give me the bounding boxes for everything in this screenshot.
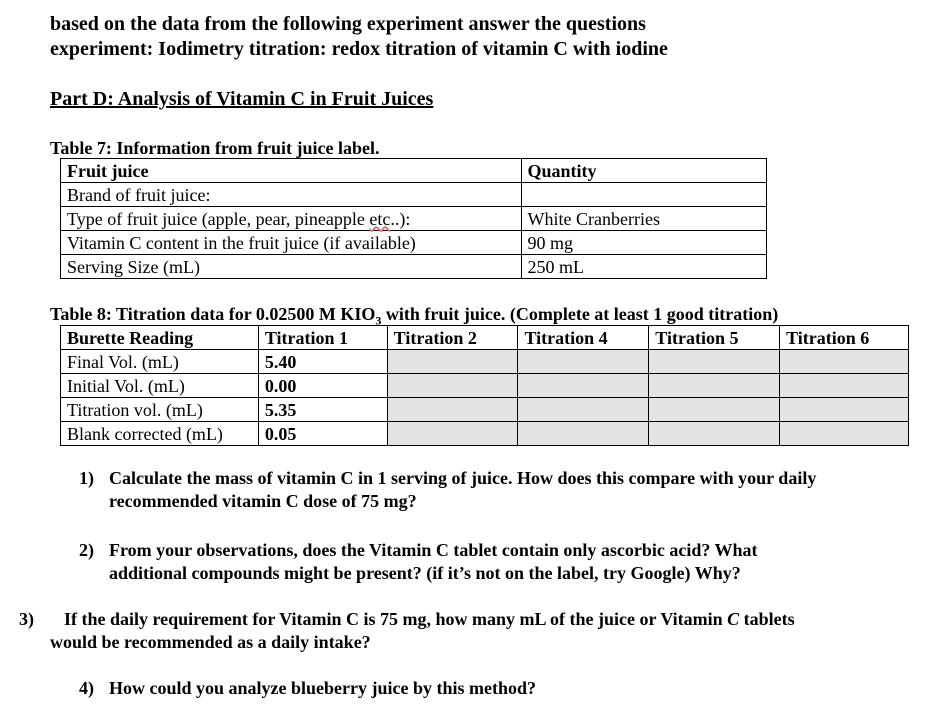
table-row xyxy=(61,207,767,231)
table7-row-value[interactable]: 250 mL xyxy=(521,255,767,279)
question-text: tablets xyxy=(739,609,795,629)
table7-header-fruit: Fruit juice xyxy=(61,159,522,183)
table8-header-titration-2: Titration 2 xyxy=(387,326,518,350)
header-line-1: based on the data from the following experiment answer the questions xyxy=(50,13,646,35)
question-number: 4) xyxy=(79,678,94,698)
table8-cell-t1[interactable]: 5.40 xyxy=(258,350,387,374)
table7-row-label: Brand of fruit juice: xyxy=(61,183,522,207)
question-4 xyxy=(79,677,536,700)
question-text: Calculate the mass of vitamin C in 1 serving of juice. How does this compare with your daily xyxy=(109,468,817,488)
table7-row-value[interactable]: 90 mg xyxy=(521,231,767,255)
question-3 xyxy=(19,608,795,654)
table7-row-label: Serving Size (mL) xyxy=(61,255,522,279)
table7-row-label xyxy=(61,207,522,231)
table8-cell-t1[interactable]: 5.35 xyxy=(258,398,387,422)
table8-cell-empty[interactable] xyxy=(780,398,909,422)
question-1 xyxy=(79,467,816,513)
spellcheck-word: etc xyxy=(369,208,391,229)
table8-cell-empty[interactable] xyxy=(518,398,649,422)
table8-row-label: Blank corrected (mL) xyxy=(61,422,259,446)
caption-subscript: 3 xyxy=(375,313,382,328)
table8-cell-empty[interactable] xyxy=(649,398,780,422)
question-text: additional compounds might be present? (if it’s not on the label, try Google) Why? xyxy=(109,563,741,583)
table8-row-label: Final Vol. (mL) xyxy=(61,350,259,374)
table8-cell-empty[interactable] xyxy=(387,374,518,398)
table8-header-titration-5: Titration 5 xyxy=(649,326,780,350)
table8-cell-empty[interactable] xyxy=(649,350,780,374)
table8-cell-empty[interactable] xyxy=(518,374,649,398)
question-text: If the daily requirement for Vitamin C is 75 mg, how many mL of the juice or Vitamin xyxy=(64,609,728,629)
table8-row-label: Titration vol. (mL) xyxy=(61,398,259,422)
table8-cell-empty[interactable] xyxy=(780,374,909,398)
table-row xyxy=(61,398,909,422)
question-text: How could you analyze blueberry juice by this method? xyxy=(109,678,537,698)
table8-header-burette: Burette Reading xyxy=(61,326,259,350)
table-row xyxy=(61,350,909,374)
table7-header-quantity: Quantity xyxy=(521,159,767,183)
table8-header-titration-1: Titration 1 xyxy=(258,326,387,350)
table7-caption: Table 7: Information from fruit juice label. xyxy=(50,138,380,158)
table8 xyxy=(60,325,909,446)
question-number: 3) xyxy=(19,609,34,629)
table7 xyxy=(60,158,767,279)
table-row xyxy=(61,374,909,398)
table-row xyxy=(61,231,767,255)
table8-cell-empty[interactable] xyxy=(518,422,649,446)
table8-cell-empty[interactable] xyxy=(518,350,649,374)
part-title: Part D: Analysis of Vitamin C in Fruit Juices xyxy=(50,88,434,110)
question-text: From your observations, does the Vitamin C tablet contain only ascorbic acid? What xyxy=(109,540,758,560)
caption-text: with fruit juice. (Complete at least 1 good titration) xyxy=(381,304,779,324)
table7-row-label: Vitamin C content in the fruit juice (if available) xyxy=(61,231,522,255)
label-text: Type of fruit juice (apple, pear, pineapple xyxy=(67,208,370,229)
question-number: 2) xyxy=(79,540,94,560)
table8-cell-empty[interactable] xyxy=(780,422,909,446)
table7-row-value[interactable] xyxy=(521,183,767,207)
question-text: would be recommended as a daily intake? xyxy=(50,632,371,652)
table-row xyxy=(61,159,767,183)
table-row xyxy=(61,326,909,350)
table-row xyxy=(61,183,767,207)
label-text: ..): xyxy=(390,208,411,229)
header-line-2: experiment: Iodimetry titration: redox titration of vitamin C with iodine xyxy=(50,38,668,60)
table-row xyxy=(61,422,909,446)
table8-cell-empty[interactable] xyxy=(387,398,518,422)
table8-header-titration-6: Titration 6 xyxy=(780,326,909,350)
table8-cell-empty[interactable] xyxy=(387,422,518,446)
table8-cell-t1[interactable]: 0.05 xyxy=(258,422,387,446)
table7-row-value[interactable]: White Cranberries xyxy=(521,207,767,231)
table8-cell-empty[interactable] xyxy=(387,350,518,374)
question-text-italic: C xyxy=(727,609,740,629)
table8-header-titration-4: Titration 4 xyxy=(518,326,649,350)
table-row xyxy=(61,255,767,279)
document-header xyxy=(50,12,668,62)
question-number: 1) xyxy=(79,468,94,488)
table8-cell-t1[interactable]: 0.00 xyxy=(258,374,387,398)
table8-cell-empty[interactable] xyxy=(649,422,780,446)
question-text: recommended vitamin C dose of 75 mg? xyxy=(109,491,417,511)
caption-text: Table 8: Titration data for 0.02500 M KIO xyxy=(50,304,376,324)
table8-cell-empty[interactable] xyxy=(780,350,909,374)
table8-cell-empty[interactable] xyxy=(649,374,780,398)
question-2 xyxy=(79,539,758,585)
table8-row-label: Initial Vol. (mL) xyxy=(61,374,259,398)
